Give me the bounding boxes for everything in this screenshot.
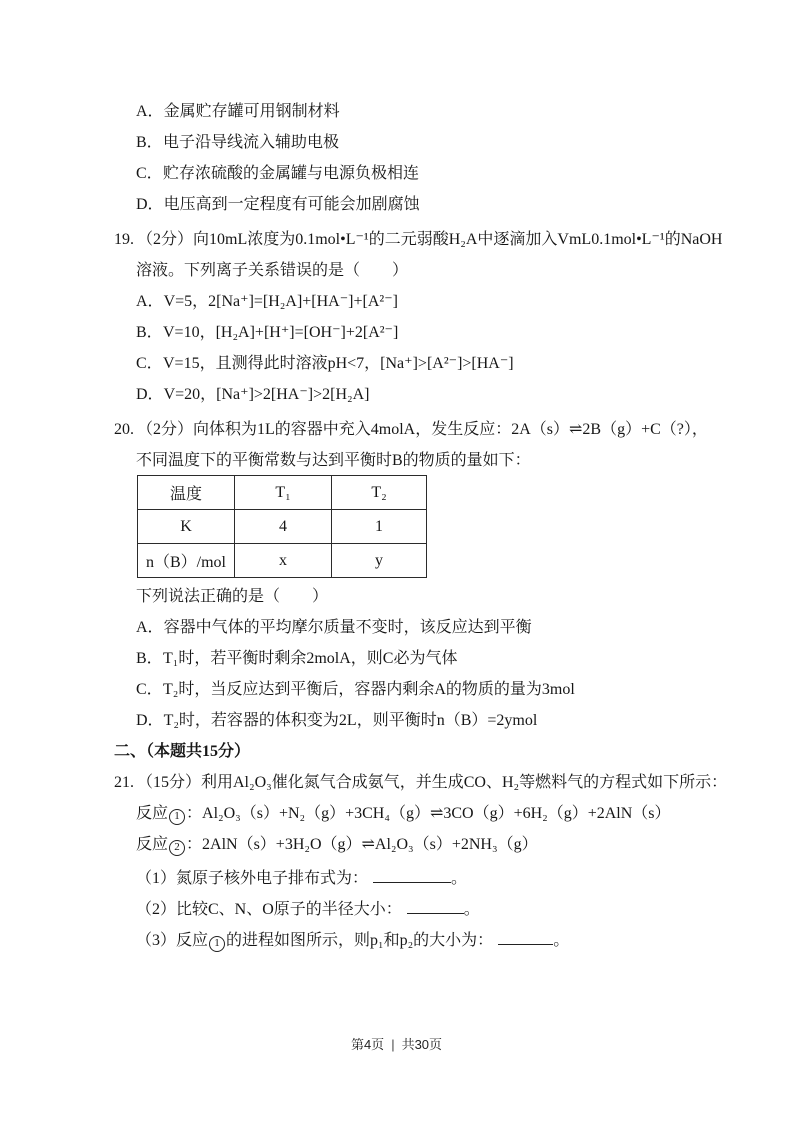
q19-stem-line-2: 溶液。下列离子关系错误的是（ ） [136,262,409,279]
table-header-t2: T₂ [332,476,427,510]
option-a-text: 容器中气体的平均摩尔质量不变时，该反应达到平衡 [163,619,532,636]
q20-equilibrium-table [137,475,427,578]
option-b-label: B． [136,324,163,341]
sub-1-text: （1）氮原子核外电子排布式为： [136,870,369,887]
q20-prompt: 下列说法正确的是（ ） [136,588,329,605]
table-cell-k-t2: 1 [332,510,427,544]
option-a-text: 金属贮存罐可用钢制材料 [163,103,340,120]
table-header-temperature: 温度 [138,476,235,510]
q21-reaction-1 [114,798,793,829]
section-2-heading: 二、（本题共15分） [114,743,251,760]
sub-2-text: （2）比较C、N、O原子的半径大小： [136,901,402,918]
circled-number-2-icon: 2 [169,840,185,856]
q20-option-c [114,674,793,705]
table-cell-k-label: K [138,510,235,544]
option-a-text: V=5，2[Na⁺]=[H₂A]+[HA⁻]+[A²⁻] [163,293,398,310]
option-b-text: V=10，[H₂A]+[H⁺]=[OH⁻]+2[A²⁻] [163,324,399,341]
option-c-text: T₂时，当反应达到平衡后，容器内剩余A的物质的量为3mol [163,681,575,698]
option-d-label: D． [136,386,164,403]
circled-number-1-icon: 1 [169,809,185,825]
answer-blank [498,929,553,945]
q20-stem-line-1 [114,414,793,445]
table-cell-nb-t2: y [332,544,427,578]
q18-option-c [114,158,793,189]
q20-stem-text: （2分）向体积为1L的容器中充入4molA，发生反应：2A（s）⇌2B（g）+C（?）， [137,421,708,438]
sub-3-text-post: 的进程如图所示，则p₁和p₂的大小为： [226,932,494,949]
q19-option-c [114,348,793,379]
sentence-period: 。 [553,932,570,949]
q21-number: 21. [114,774,134,791]
option-b-text: T₁时，若平衡时剩余2molA，则C必为气体 [163,650,458,667]
q21-sub-question-3 [114,925,793,956]
q19-number: 19. [114,231,134,248]
q18-option-a [114,96,793,127]
q20-option-b [114,643,793,674]
page-footer [0,1034,793,1053]
table-header-t1: T₁ [235,476,332,510]
q21-reaction-2 [114,829,793,860]
option-c-label: C． [136,165,163,182]
q21-stem [114,767,793,798]
q20-stem-line-2: 不同温度下的平衡常数与达到平衡时B的物质的量如下： [136,452,531,469]
total-pages-label: 共30页 [401,1037,443,1052]
table-header-row [138,476,427,510]
sentence-period: 。 [463,901,480,918]
option-a-label: A． [136,619,164,636]
circled-number-1-icon: 1 [209,936,225,952]
option-c-label: C． [136,681,163,698]
sentence-period: 。 [451,870,468,887]
option-d-text: 电压高到一定程度有可能会加剧腐蚀 [163,196,420,213]
current-page-label: 第4页 [350,1037,385,1052]
q21-sub-question-2 [114,894,793,925]
answer-blank [407,898,464,914]
q19-stem-text: （2分）向10mL浓度为0.1mol•L⁻¹的二元弱酸H₂A中逐滴加入VmL0.1mol•L⁻¹的NaOH [137,231,723,248]
option-d-label: D． [136,712,164,729]
option-a-label: A． [136,103,164,120]
q18-option-b [114,127,793,158]
option-b-label: B． [136,134,163,151]
answer-blank [373,867,451,883]
reaction-1-equation: ：Al₂O₃（s）+N₂（g）+3CH₄（g）⇌3CO（g）+6H₂（g）+2AlN（s） [186,805,671,822]
table-row-nb [138,544,427,578]
q20-option-a [114,612,793,643]
q19-stem-line-1 [114,224,793,255]
option-c-text: 贮存浓硫酸的金属罐与电源负极相连 [163,165,420,182]
option-c-label: C． [136,355,163,372]
reaction-2-prefix: 反应 [136,836,169,853]
option-d-text: V=20，[Na⁺]>2[HA⁻]>2[H₂A] [163,386,370,403]
q19-option-d [114,379,793,410]
q19-option-b [114,317,793,348]
q18-option-d [114,189,793,220]
sub-3-text-pre: （3）反应 [136,932,209,949]
reaction-2-equation: ：2AlN（s）+3H₂O（g）⇌Al₂O₃（s）+2NH₃（g） [186,836,538,853]
table-row-k [138,510,427,544]
q20-number: 20. [114,421,134,438]
table-cell-nb-t1: x [235,544,332,578]
reaction-1-prefix: 反应 [136,805,169,822]
table-cell-k-t1: 4 [235,510,332,544]
option-d-text: T₂时，若容器的体积变为2L，则平衡时n（B）=2ymol [163,712,538,729]
table-cell-nb-label: n（B）/mol [138,544,235,578]
q20-option-d [114,705,793,736]
option-a-label: A． [136,293,164,310]
option-c-text: V=15，且测得此时溶液pH<7，[Na⁺]>[A²⁻]>[HA⁻] [163,355,514,372]
option-d-label: D． [136,196,164,213]
q19-option-a [114,286,793,317]
q21-stem-text: （15分）利用Al₂O₃催化氮气合成氨气，并生成CO、H₂等燃料气的方程式如下所示： [137,774,728,791]
option-b-label: B． [136,650,163,667]
option-b-text: 电子沿导线流入辅助电极 [163,134,340,151]
q21-sub-question-1 [114,863,793,894]
footer-separator: | [391,1037,395,1052]
